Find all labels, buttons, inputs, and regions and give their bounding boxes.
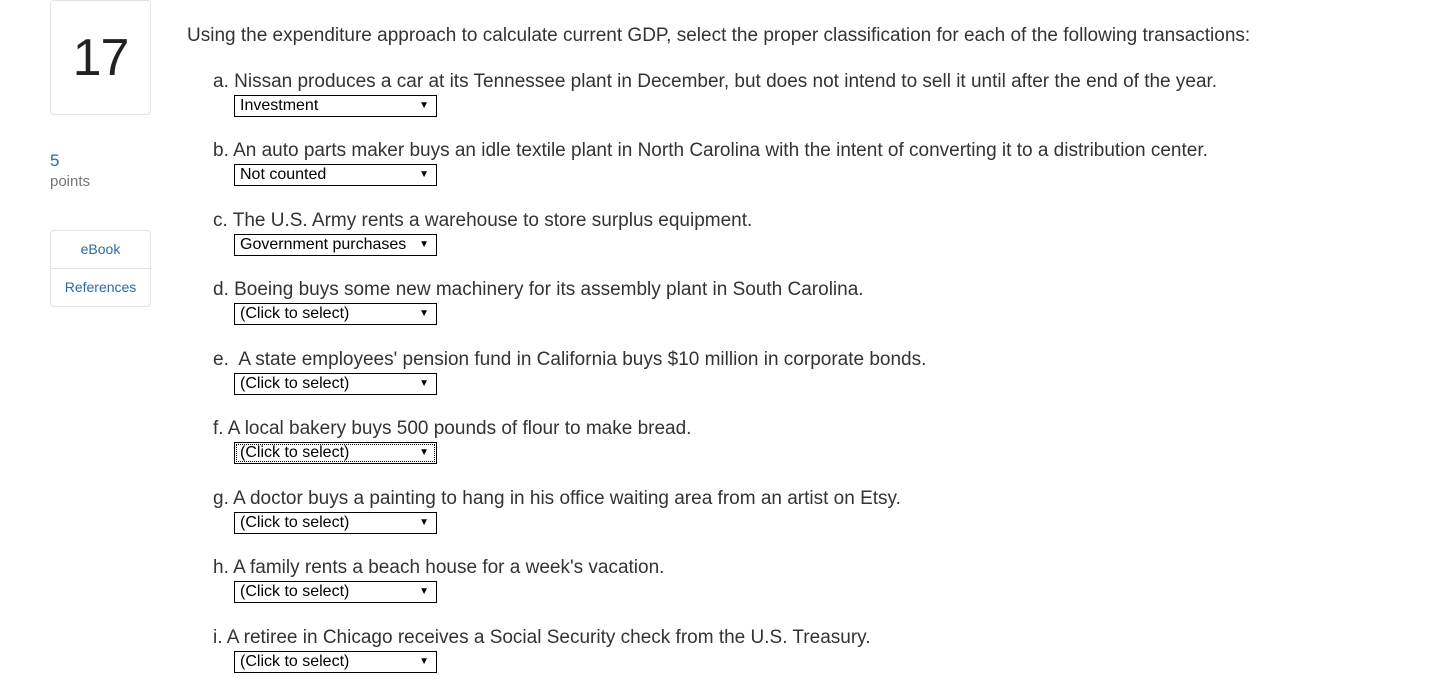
points-info <box>50 151 90 193</box>
transaction-text: e. A state employees' pension fund in California buys $10 million in corporate bonds. <box>213 349 927 370</box>
points-label: points <box>50 173 91 190</box>
classification-select-b[interactable] <box>234 164 437 186</box>
classification-select-e[interactable] <box>234 373 437 395</box>
transaction-item-h <box>213 556 1413 603</box>
transaction-text: b. An auto parts maker buys an idle textile plant in North Carolina with the intent of converting it to a distribution center. <box>213 140 1208 161</box>
transaction-text: c. The U.S. Army rents a warehouse to store surplus equipment. <box>213 210 753 231</box>
question-prompt: Using the expenditure approach to calculate current GDP, select the proper classification for each of the following transactions: <box>187 25 1251 46</box>
classification-select-g[interactable] <box>234 512 437 534</box>
transaction-text: a. Nissan produces a car at its Tennessee plant in December, but does not intend to sell it until after the end of the year. <box>213 71 1218 92</box>
transaction-item-e <box>213 348 1413 395</box>
points-value: 5 <box>50 151 60 170</box>
selected-value: Not counted <box>240 166 327 183</box>
dropdown-arrow-icon: ▼ <box>419 308 429 319</box>
selected-value: (Click to select) <box>240 583 350 600</box>
transaction-item-g <box>213 487 1413 534</box>
dropdown-arrow-icon: ▼ <box>419 447 429 458</box>
dropdown-arrow-icon: ▼ <box>419 100 429 111</box>
transaction-text: d. Boeing buys some new machinery for its assembly plant in South Carolina. <box>213 279 864 300</box>
classification-select-a[interactable] <box>234 95 437 117</box>
dropdown-arrow-icon: ▼ <box>419 169 429 180</box>
transaction-text: g. A doctor buys a painting to hang in his office waiting area from an artist on Etsy. <box>213 488 901 509</box>
dropdown-arrow-icon: ▼ <box>419 239 429 250</box>
transaction-item-f <box>213 417 1413 464</box>
ebook-link[interactable]: eBook <box>80 241 121 257</box>
transaction-item-d <box>213 278 1413 325</box>
classification-select-c[interactable] <box>234 234 437 256</box>
resource-links <box>50 230 151 307</box>
question-number-box <box>50 0 151 115</box>
classification-select-d[interactable] <box>234 303 437 325</box>
question-number: 17 <box>72 28 129 87</box>
classification-select-h[interactable] <box>234 581 437 603</box>
selected-value: (Click to select) <box>240 444 350 461</box>
dropdown-arrow-icon: ▼ <box>419 378 429 389</box>
transaction-item-c <box>213 209 1413 256</box>
transaction-text: i. A retiree in Chicago receives a Social Security check from the U.S. Treasury. <box>213 627 871 648</box>
classification-select-i[interactable] <box>234 651 437 673</box>
selected-value: (Click to select) <box>240 514 350 531</box>
transaction-text: f. A local bakery buys 500 pounds of flour to make bread. <box>213 418 692 439</box>
selected-value: Government purchases <box>240 236 407 253</box>
transaction-item-i <box>213 626 1413 673</box>
transaction-text: h. A family rents a beach house for a week's vacation. <box>213 557 665 578</box>
transaction-item-a <box>213 70 1413 117</box>
selected-value: (Click to select) <box>240 375 350 392</box>
selected-value: (Click to select) <box>240 653 350 670</box>
dropdown-arrow-icon: ▼ <box>419 586 429 597</box>
classification-select-f[interactable] <box>234 442 437 464</box>
dropdown-arrow-icon: ▼ <box>419 656 429 667</box>
selected-value: (Click to select) <box>240 305 350 322</box>
references-link[interactable]: References <box>51 268 150 306</box>
transaction-item-b <box>213 139 1413 186</box>
selected-value: Investment <box>240 97 319 114</box>
dropdown-arrow-icon: ▼ <box>419 517 429 528</box>
